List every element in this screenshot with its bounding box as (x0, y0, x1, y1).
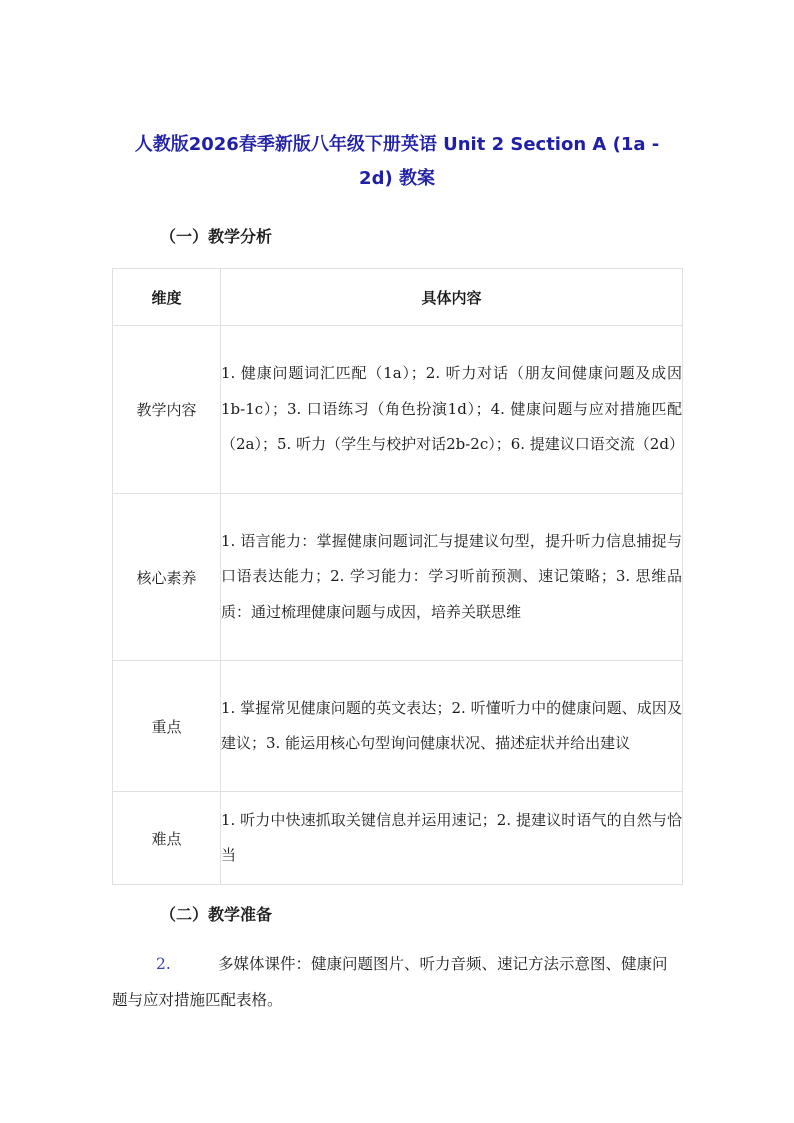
section-heading-analysis: （一）教学分析 (160, 227, 273, 246)
table-row (113, 326, 683, 494)
title-line-1: 人教版2026春季新版八年级下册英语 Unit 2 Section A (1a - (134, 134, 660, 155)
column-header-dimension: 维度 (113, 269, 221, 326)
preparation-text: 多媒体课件：健康问题图片、听力音频、速记方法示意图、健康问题与应对措施匹配表格。 (112, 955, 668, 1009)
table-header-row (113, 269, 683, 326)
column-header-content: 具体内容 (221, 269, 683, 326)
title-line-2: 2d) 教案 (359, 168, 435, 189)
table-row (113, 792, 683, 885)
analysis-table (112, 268, 683, 885)
content-cell: 1. 听力中快速抓取关键信息并运用速记；2. 提建议时语气的自然与恰当 (221, 792, 683, 885)
section-heading-preparation: （二）教学准备 (160, 905, 273, 924)
table-row (113, 661, 683, 792)
dimension-cell: 教学内容 (113, 326, 221, 494)
preparation-item (112, 946, 672, 1018)
document-title (112, 128, 682, 196)
content-cell: 1. 语言能力：掌握健康问题词汇与提建议句型，提升听力信息捕捉与口语表达能力；2. 学习能力：学习听前预测、速记策略；3. 思维品质：通过梳理健康问题与成因，培养关联思维 (221, 494, 683, 661)
dimension-cell: 重点 (113, 661, 221, 792)
dimension-cell: 难点 (113, 792, 221, 885)
content-cell: 1. 掌握常见健康问题的英文表达；2. 听懂听力中的健康问题、成因及建议；3. 能运用核心句型询问健康状况、描述症状并给出建议 (221, 661, 683, 792)
content-cell: 1. 健康问题词汇匹配（1a）；2. 听力对话（朋友间健康问题及成因1b-1c）；3. 口语练习（角色扮演1d）；4. 健康问题与应对措施匹配（2a）；5. 听力（学生与校护对话2b-2c）；6. 提建议口语交流（2d） (221, 326, 683, 494)
dimension-cell: 核心素养 (113, 494, 221, 661)
table-row (113, 494, 683, 661)
list-number: 2. (156, 955, 171, 973)
